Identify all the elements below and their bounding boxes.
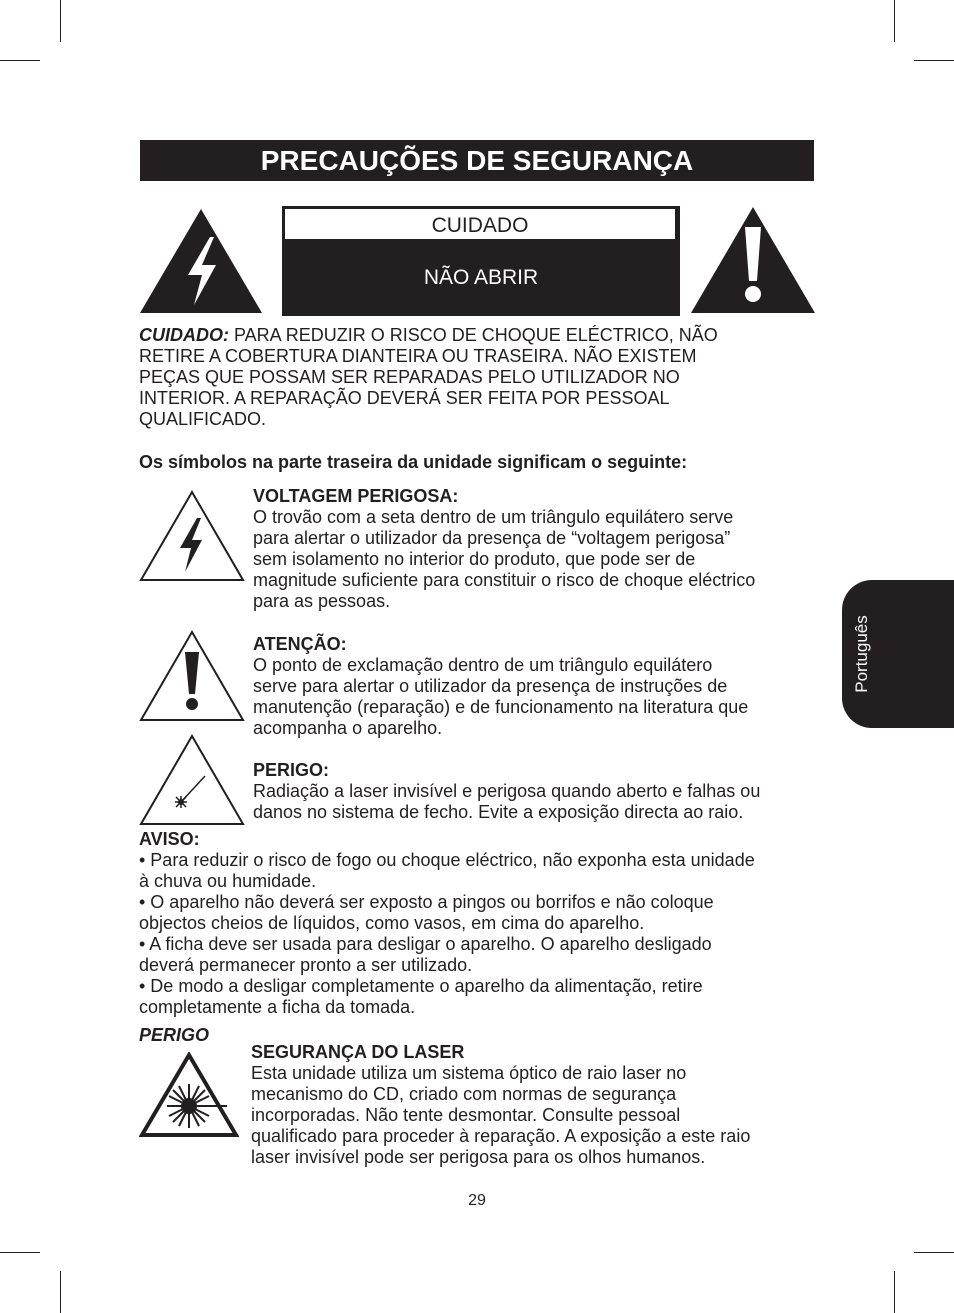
paragraph-line: PEÇAS QUE POSSAM SER REPARADAS PELO UTILIZADOR NO [139,367,680,387]
symbol-title: ATENÇÃO: [253,634,347,654]
crop-mark [914,1252,954,1253]
paragraph-line: Radiação a laser invisível e perigosa quando aberto e falhas ou [253,781,761,801]
crop-mark [60,1271,61,1313]
paragraph-line: QUALIFICADO. [139,409,267,429]
symbol-title: PERIGO: [253,760,330,780]
paragraph-line: sem isolamento no interior do produto, que pode ser de [253,549,696,569]
lightning-triangle-icon [139,490,245,582]
crop-mark [894,1271,895,1313]
paragraph-line: objectos cheios de líquidos, como vasos, em cima do aparelho. [139,913,645,933]
warning-title: AVISO: [139,829,200,849]
paragraph-line: Esta unidade utiliza um sistema óptico de raio laser no [251,1063,687,1083]
paragraph-line: qualificado para proceder à reparação. A exposição a este raio [251,1126,751,1146]
symbol-description [253,486,823,612]
crop-mark [0,1252,40,1253]
exclamation-warning-icon [690,205,817,315]
paragraph-line: mecanismo do CD, criado com normas de segurança [251,1084,677,1104]
warning-section [139,829,829,1018]
paragraph-line: magnitude suficiente para constituir o risco de choque eléctrico [253,570,756,590]
paragraph-line: • O aparelho não deverá ser exposto a pingos ou borrifos e não coloque [139,892,714,912]
crop-mark [0,60,40,61]
symbol-description [253,760,823,823]
exclamation-triangle-icon [139,630,245,722]
caution-line: NÃO ABRIR [423,266,539,289]
paragraph-line: O ponto de exclamação dentro de um triângulo equilátero [253,655,713,675]
electric-shock-warning-icon [138,207,264,315]
page-title: PRECAUÇÕES DE SEGURANÇA [140,140,814,181]
paragraph-line: acompanha o aparelho. [253,718,443,738]
paragraph-line: deverá permanecer pronto a ser utilizado. [139,955,473,975]
paragraph-line: • Para reduzir o risco de fogo ou choque eléctrico, não exponha esta unidade [139,850,755,870]
caution-paragraph [139,325,829,430]
laser-safety-section [251,1042,831,1168]
laser-radiation-icon [139,1052,239,1138]
laser-beam-triangle-icon [139,734,245,826]
paragraph-line: à chuva ou humidade. [139,871,317,891]
caution-label: CUIDADO: [139,325,229,345]
crop-mark [894,0,895,42]
laser-title: SEGURANÇA DO LASER [251,1042,465,1062]
paragraph-line: para as pessoas. [253,591,391,611]
symbol-description [253,634,823,739]
symbols-intro: Os símbolos na parte traseira da unidade significam o seguinte: [139,452,688,472]
paragraph-line: danos no sistema de fecho. Evite a exposição directa ao raio. [253,802,744,822]
caution-heading: CUIDADO [285,209,675,239]
language-tab-label: Português [852,615,871,693]
paragraph-line: manutenção (reparação) e de funcionamento na literatura que [253,697,749,717]
paragraph-line: O trovão com a seta dentro de um triângulo equilátero serve [253,507,734,527]
paragraph-line: PARA REDUZIR O RISCO DE CHOQUE ELÉCTRICO, NÃO [229,325,718,345]
paragraph-line: • A ficha deve ser usada para desligar o aparelho. O aparelho desligado [139,934,712,954]
language-tab-label-wrap [842,580,882,728]
paragraph-line: incorporadas. Não tente desmontar. Consulte pessoal [251,1105,681,1125]
paragraph-line: INTERIOR. A REPARAÇÃO DEVERÁ SER FEITA POR PESSOAL [139,388,670,408]
danger-label: PERIGO [139,1025,210,1045]
page-number: 29 [468,1192,486,1209]
paragraph-line: • De modo a desligar completamente o aparelho da alimentação, retire [139,976,703,996]
crop-mark [914,60,954,61]
paragraph-line: para alertar o utilizador da presença de “voltagem perigosa” [253,528,731,548]
caution-line: ISCO DE CHOQUE ELÉCTRICO [325,34,637,57]
paragraph-line: serve para alertar o utilizador da presença de instruções de [253,676,728,696]
paragraph-line: laser invisível pode ser perigosa para os olhos humanos. [251,1147,706,1167]
paragraph-line: RETIRE A COBERTURA DIANTEIRA OU TRASEIRA. NÃO EXISTEM [139,346,697,366]
symbol-title: VOLTAGEM PERIGOSA: [253,486,459,506]
crop-mark [60,0,61,42]
paragraph-line: completamente a ficha da tomada. [139,997,416,1017]
